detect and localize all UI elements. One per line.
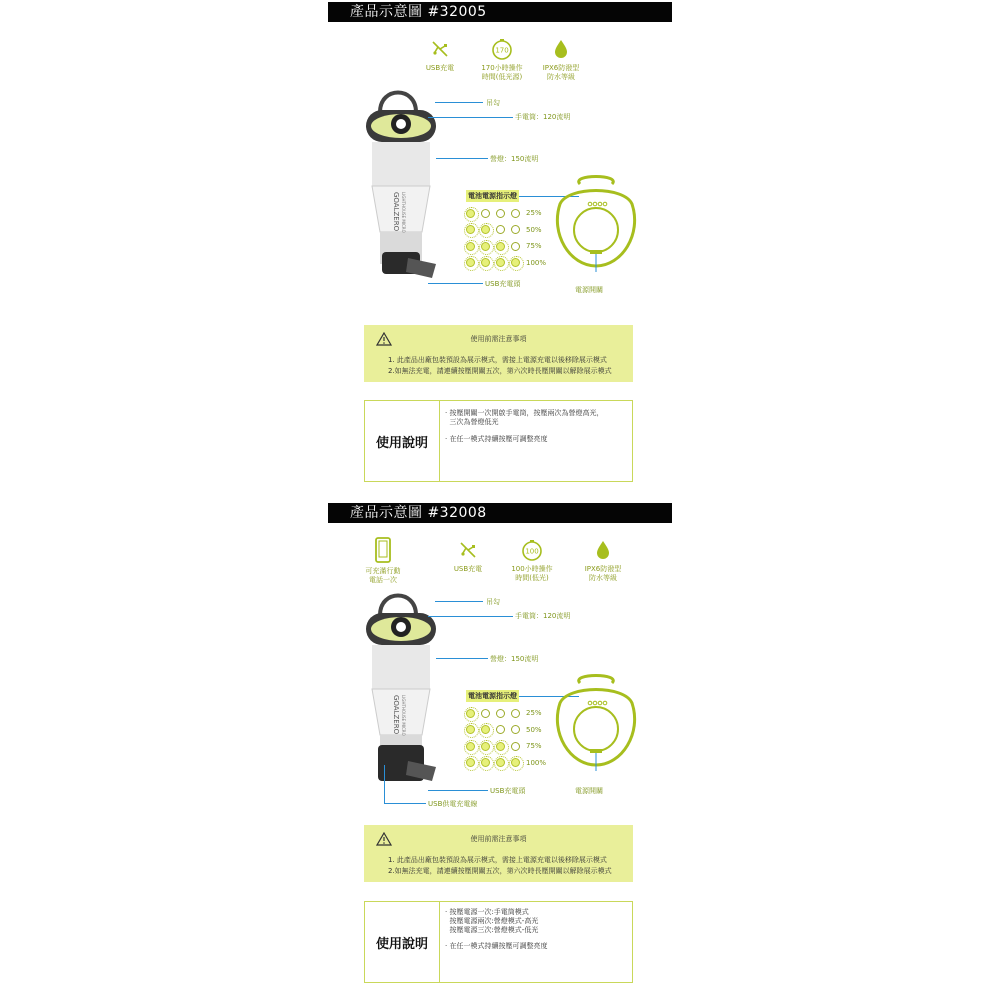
timer-badge: 100 [525,547,539,556]
brand-label: GOALZERO [392,695,400,735]
brand-label: GOALZERO [392,192,400,232]
battery-indicator-legend [466,705,546,771]
callout-flashlight: 手電筒：120流明 [515,113,571,121]
usage-box [364,901,633,983]
callout-usb-head: USB充電頭 [485,280,521,288]
battery-indicator-legend [466,205,546,271]
battery-indicator-title: 電池電源指示燈 [468,192,517,200]
callout-line [435,601,483,602]
callout-power-switch: 電源開關 [575,286,603,294]
battery-indicator-title: 電池電源指示燈 [468,692,517,700]
callout-line [436,658,488,659]
battery-level-row: 100% [466,255,546,272]
feature-runtime [474,38,530,82]
feature-label: USB充電 [425,64,455,72]
feature-usb [418,38,462,73]
callout-line [428,283,483,284]
feature-waterproof [538,38,584,82]
feature-label: IPX6防潑型 防水等級 [542,64,580,81]
timer-icon [491,38,513,60]
usb-icon [457,539,479,561]
callout-flashlight: 手電筒：120流明 [515,612,571,620]
callout-power-switch: 電源開關 [575,787,603,795]
water-drop-icon [592,539,614,561]
lantern-image [358,82,478,292]
callout-line [436,158,488,159]
battery-level-row: 75% [466,238,546,255]
callout-line [428,616,513,617]
usb-icon [429,38,451,60]
feature-label: USB充電 [453,565,483,573]
feature-waterproof [580,539,626,583]
battery-level-row: 50% [466,722,546,739]
callout-line [435,102,483,103]
notice-line-1: 1. 此產品出廠包裝預設為展示模式，需接上電源充電以後移除展示模式 [388,356,607,364]
callout-line [384,803,426,804]
usage-text-2: · 在任一模式持續按壓可調整亮度 [445,435,548,443]
usage-text-1: · 按壓開關一次開啟手電筒，按壓兩次為營燈高光， 三次為營燈低光 [445,409,604,426]
callout-lantern: 營燈：150流明 [490,155,539,163]
feature-label: 可充滿行動 電話一次 [365,567,401,584]
brand-sub-label: LIGHTHOUSE MICRO [401,192,406,233]
callout-usb-power: USB供電充電線 [428,800,478,808]
lantern-top-view-diagram [550,174,642,272]
usage-box [364,400,633,482]
smartphone-icon [372,537,394,563]
callout-lantern: 營燈：150流明 [490,655,539,663]
usage-label: 使用說明 [365,902,440,982]
usage-text-1: · 按壓電源一次:手電筒模式 按壓電源兩次:營燈模式-高光 按壓電源三次:營燈模式-低光 [445,908,539,934]
notice-title: 使用前需注意事項 [470,335,527,343]
battery-level-row: 75% [466,738,546,755]
feature-label: IPX6防潑型 防水等級 [584,565,622,582]
timer-icon [521,539,543,561]
battery-level-row: 25% [466,205,546,222]
battery-level-row: 100% [466,755,546,772]
feature-power-bank [358,537,408,585]
brand-sub-label: LIGHTHOUSE MICRO [401,695,406,736]
lantern-top-view-diagram [550,673,642,771]
battery-level-row: 25% [466,705,546,722]
notice-line-2: 2.如無法充電，請連續按壓開關五次，第六次時長壓開關以解除展示模式 [388,367,612,375]
callout-line [428,790,488,791]
notice-title: 使用前需注意事項 [470,835,527,843]
feature-runtime [504,539,560,583]
notice-box [364,825,633,882]
callout-line [384,765,385,803]
callout-hook: 吊勾 [486,598,500,606]
battery-level-row: 50% [466,222,546,239]
water-drop-icon [550,38,572,60]
usage-label: 使用說明 [365,401,440,481]
callout-line [428,117,513,118]
notice-line-2: 2.如無法充電，請連續按壓開關五次，第六次時長壓開關以解除展示模式 [388,867,612,875]
usage-text-2: · 在任一模式持續按壓可調整亮度 [445,942,548,950]
feature-label: 170小時操作 時間(低光源) [481,64,523,81]
notice-line-1: 1. 此產品出廠包裝預設為展示模式，需接上電源充電以後移除展示模式 [388,856,607,864]
section-title: 產品示意圖 #32005 [328,2,672,22]
timer-badge: 170 [495,46,509,55]
product-section-32008 [328,503,672,995]
product-section-32005 [328,2,672,494]
notice-box [364,325,633,382]
section-title: 產品示意圖 #32008 [328,503,672,523]
callout-usb-head: USB充電頭 [490,787,526,795]
feature-usb [446,539,490,574]
feature-label: 100小時操作 時間(低光) [511,565,553,582]
callout-hook: 吊勾 [486,99,500,107]
